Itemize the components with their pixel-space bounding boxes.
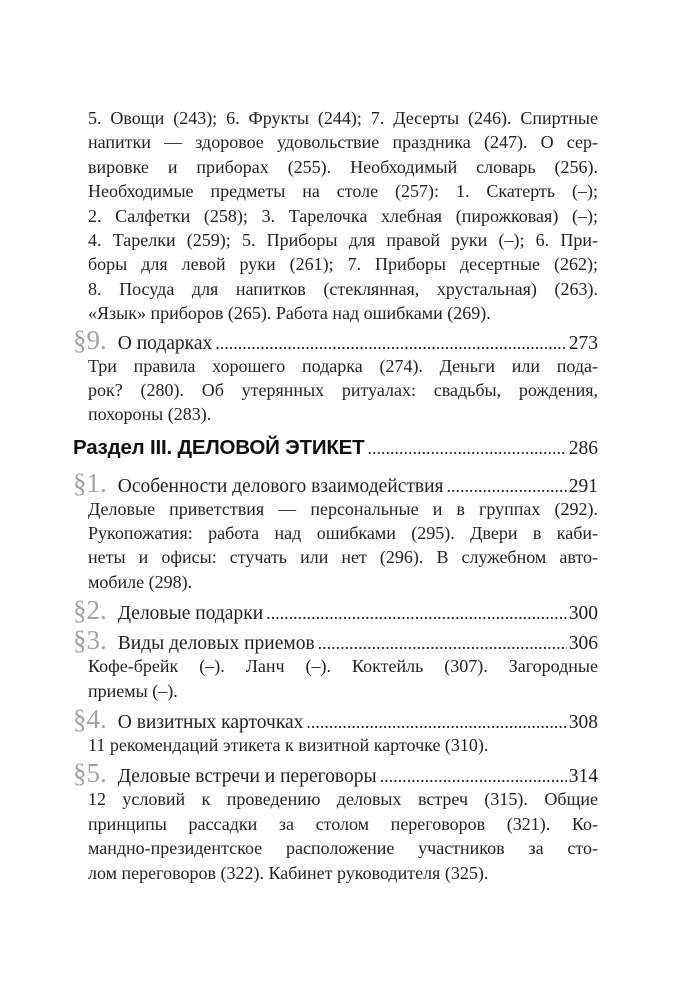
toc-line: «Язык» приборов (265). Работа над ошибками (269). (88, 303, 491, 324)
toc-line: похороны (283). (88, 404, 212, 425)
dot-leader (380, 762, 567, 790)
toc-line: Деловые приветствия — персональные и в группах (292). (88, 498, 598, 519)
dot-leader (367, 433, 566, 463)
toc-line: 8. Посуда для напитков (стеклянная, хрустальная) (263). (88, 278, 598, 299)
part-title: Раздел III. ДЕЛОВОЙ ЭТИКЕТ (73, 435, 365, 459)
section-mark: §2. (73, 595, 107, 626)
toc-line: принципы рассадки за столом переговоров (321). Ко- (88, 813, 598, 834)
page-number: 286 (568, 437, 598, 459)
toc-line: 12 условий к проведению деловых встреч (315). Общие (88, 789, 598, 810)
page-number: 314 (568, 766, 598, 788)
page-number: 300 (568, 603, 598, 625)
toc-line: неты и офисы: стучать или нет (296). В служебном авто- (88, 547, 598, 568)
section-heading (73, 705, 598, 733)
toc-line: Рукопожатия: работа над ошибками (295). Двери в каби- (88, 523, 598, 544)
section-mark: §9. (73, 324, 107, 355)
toc-line: боры для левой руки (261); 7. Приборы десертные (262); (88, 254, 598, 275)
dot-leader (266, 599, 567, 627)
toc-line: напитки — здоровое удовольствие праздника (247). О сер- (88, 132, 598, 153)
toc-line: Три правила хорошего подарка (274). Деньги или пода- (88, 355, 598, 376)
section-heading (73, 326, 598, 354)
toc-section (73, 467, 598, 595)
toc-line: мандно-президентское расположение участников за сто- (88, 838, 598, 859)
toc-line: Необходимые предметы на столе (257): 1. Скатерть (–); (88, 181, 598, 202)
toc-line: 4. Тарелки (259); 5. Приборы для правой руки (–); 6. При- (88, 229, 598, 250)
toc-line: лом переговоров (322). Кабинет руководителя (325). (88, 862, 489, 883)
section-mark: §1. (73, 467, 107, 498)
section-mark: §5. (73, 758, 107, 789)
section-mark: §3. (73, 625, 107, 656)
section-title: О визитных карточках (117, 712, 304, 734)
toc-line: приемы (–). (88, 680, 178, 701)
page-number: 273 (568, 332, 598, 354)
dot-leader (215, 329, 567, 357)
section-title: О подарках (117, 332, 213, 354)
dot-leader (318, 629, 567, 657)
toc-line: Кофе-брейк (–). Ланч (–). Коктейль (307). Загородные (88, 656, 598, 677)
toc-line: 5. Овощи (243); 6. Фрукты (244); 7. Десерты (246). Спиртные (88, 108, 598, 128)
table-of-contents (73, 106, 598, 885)
section-title: Деловые подарки (117, 603, 264, 625)
section-heading (73, 759, 598, 787)
dot-leader (447, 472, 567, 500)
dot-leader (306, 708, 566, 736)
entry-continuation (88, 106, 598, 326)
toc-section (73, 704, 598, 757)
section-title: Виды деловых приемов (117, 633, 315, 655)
toc-section (73, 758, 598, 885)
section-title: Деловые встречи и переговоры (117, 766, 377, 788)
toc-section (73, 625, 598, 703)
toc-section (73, 595, 598, 626)
page-number: 308 (568, 712, 598, 734)
section-title: Особенности делового взаимодействия (117, 475, 444, 497)
section-mark: §4. (73, 704, 107, 735)
page-number: 306 (568, 633, 598, 655)
toc-line: рок? (280). Об утерянных ритуалах: свадьбы, рождения, (88, 379, 598, 400)
toc-line: 2. Салфетки (258); 3. Тарелочка хлебная (пирожковая) (–); (88, 205, 598, 226)
toc-line: мобиле (298). (88, 571, 193, 592)
section-heading (73, 469, 598, 497)
section-heading (73, 626, 598, 654)
toc-section (73, 324, 598, 427)
toc-line: вировке и приборах (255). Необходимый словарь (256). (88, 156, 598, 177)
part-heading (73, 433, 598, 463)
page-number: 291 (568, 475, 598, 497)
section-heading (73, 596, 598, 624)
toc-line: 11 рекомендаций этикета к визитной карточке (310). (88, 735, 489, 756)
